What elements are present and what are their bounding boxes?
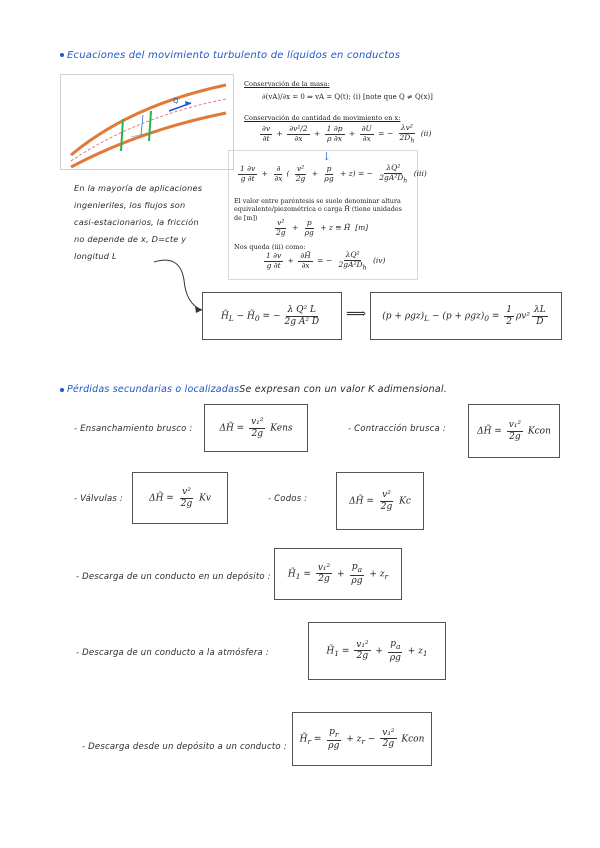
descarga-atmosfera-box: $H̃_1$ = $\frac{\text{v₁²}}{2g}$ + $\frac{p_a}{\rho g}$ + $z_1$: [308, 622, 446, 680]
item-descarga-atmosfera-label: - Descarga de un conducto a la atmósfera :: [76, 648, 269, 658]
momentum-equation: $\frac{\partial v}{\partial t}$ + $\frac{\text{∂v²/2}}{\partial x}$ + $\frac{1 \partial p}{\rho \partial x}$ + $\frac{\partial U}{\partial x}$ = − $\frac{\text{λv²}}{2D_h}$ (ii): [262, 123, 432, 145]
momentum-heading: Conservación de cantidad de movimiento en x:: [244, 114, 401, 122]
pipe-diagram: [60, 74, 234, 170]
section-title-perdidas: Pérdidas secundarias o localizadasSe expresan con un valor K adimensional.: [60, 384, 447, 395]
item-descarga-deposito-label: - Descarga de un conducto en un depósito :: [76, 572, 271, 582]
ensanchamiento-box: ΔH̃ = $\frac{\text{v₁²}}{2g}$ Kens: [204, 404, 308, 452]
nos-queda-text: Nos queda (iii) como:: [234, 243, 306, 251]
mass-conservation-heading: Conservación de la masa:: [244, 80, 330, 88]
pressure-loss-result-box: [370, 292, 562, 340]
item-valvulas-label: - Válvulas :: [74, 494, 123, 504]
contraccion-box: ΔH̃ = $\frac{\text{v₁²}}{2g}$ Kcon: [468, 404, 560, 458]
curved-arrow-icon: [150, 254, 210, 318]
bullet-icon: [60, 53, 64, 57]
item-ensanchamiento-label: - Ensanchamiento brusco :: [74, 424, 193, 434]
head-loss-result-box: [202, 292, 342, 340]
item-descarga-conducto-label: - Descarga desde un depósito a un conducto :: [82, 742, 287, 752]
svg-text:Q: Q: [173, 97, 179, 105]
arrow-down-icon: ↓: [322, 150, 332, 163]
side-note: En la mayoría de aplicaciones ingenieriles, los flujos son casi-estacionarios, la fricción no depende de x, D=cte y longitud L: [74, 183, 203, 261]
item-codos-label: - Codos :: [268, 494, 308, 504]
piezometric-head-equation: $\frac{\text{v²}}{2g}$ + $\frac{p}{\rho g}$ + z ≡ H̃ [m]: [276, 218, 369, 237]
pipe-flow-svg: [61, 75, 233, 169]
bullet-icon: [60, 388, 64, 392]
equation-iii: $\frac{1 \partial v}{g \partial t}$ + $\frac{\partial}{\partial x}$ ( $\frac{\text{v²}}{2g}$ + $\frac{p}{\rho g}$ + z) = − $\frac{\text{λQ²}}{2gA^2D_h}$ (iii): [240, 163, 427, 185]
piezometric-paragraph: El valor entre paréntesis se suele denominar altura equivalente/piezométrica o carga H̃ (tiene unidades de [m]): [234, 197, 402, 222]
equation-iv: $\frac{1 \partial v}{g \partial t}$ + $\frac{\partial H̃}{\partial x}$ = − $\frac{\text{λQ²}}{2gA^2D_h}$ (iv): [266, 250, 386, 272]
pressure-loss-result: $(p + \rho gz)_L - (p + \rho gz)_0$ = $\frac{1}{2}$ ρv² $\frac{\lambda L}{D}$: [382, 305, 546, 327]
mass-conservation-equation: ∂(vA)/∂x = 0 ⇒ vA = Q(t); (i) [note que Q ≠ Q(x)]: [262, 93, 433, 101]
implies-arrow-icon: ⟹: [346, 306, 367, 322]
descarga-conducto-box: $H̃_r$ = $\frac{p_r}{\rho g}$ + $z_r$ − $\frac{\text{v₁²}}{2g}$ Kcon: [292, 712, 432, 766]
item-contraccion-label: - Contracción brusca :: [348, 424, 446, 434]
valvulas-box: ΔH̃ = $\frac{\text{v²}}{2g}$ Kv: [132, 472, 228, 524]
codos-box: ΔH̃ = $\frac{\text{v²}}{2g}$ Kc: [336, 472, 424, 530]
head-loss-result: $H̃_L$ − $H̃_0$ = − $\frac{\text{λ Q² L}}{\text{2g A² D}}$: [220, 305, 320, 327]
descarga-deposito-box: $H̃_1$ = $\frac{\text{v₁²}}{2g}$ + $\frac{p_a}{\rho g}$ + $z_r$: [274, 548, 402, 600]
section-title-ecuaciones: Ecuaciones del movimiento turbulento de líquidos en conductos: [60, 50, 400, 61]
